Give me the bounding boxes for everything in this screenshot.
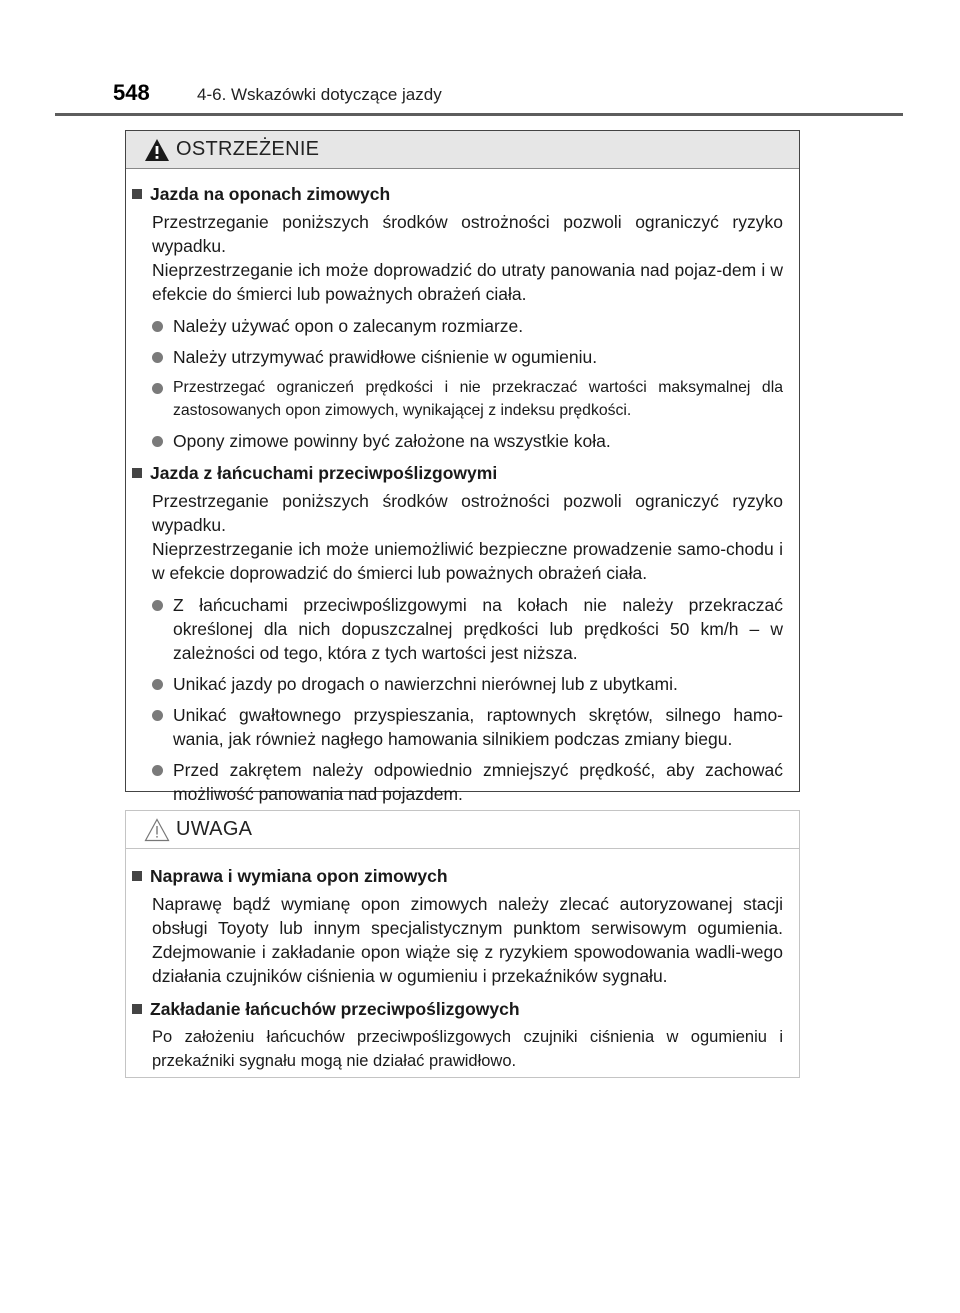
warning-triangle-icon (144, 138, 170, 162)
section-heading: Jazda na oponach zimowych (132, 181, 783, 207)
paragraph: Naprawę bądź wymianę opon zimowych należy zlecać autoryzowanej stacji obsługi Toyoty lub innym specjalistycznym punktom serwisowym ogumienia. Zdejmowanie i zakładanie opon wiąże się z ryzykiem spowodowania wadli-wego działania czujników ciśnienia w ogumieniu i przekaźników sygnału. (152, 894, 783, 986)
list-item: Opony zimowe powinny być założone na wszystkie koła. (132, 429, 783, 453)
square-bullet-icon (132, 189, 142, 199)
list-item: Unikać jazdy po drogach o nawierzchni nierównej lub z ubytkami. (132, 672, 783, 696)
section-heading: Zakładanie łańcuchów przeciwpoślizgowych (132, 996, 783, 1022)
notice-title: UWAGA (176, 818, 253, 840)
warning-box-header (126, 131, 799, 169)
notice-box-header (126, 811, 799, 849)
square-bullet-icon (132, 468, 142, 478)
circle-bullet-icon (152, 679, 163, 690)
section-heading: Naprawa i wymiana opon zimowych (132, 863, 783, 889)
square-bullet-icon (132, 1004, 142, 1014)
page-number: 548 (113, 80, 150, 105)
caution-triangle-outline-icon (144, 818, 170, 842)
circle-bullet-icon (152, 352, 163, 363)
page-header (113, 80, 442, 110)
list-item: Należy utrzymywać prawidłowe ciśnienie w ogumieniu. (132, 345, 783, 369)
circle-bullet-icon (152, 600, 163, 611)
warning-box (125, 130, 800, 804)
circle-bullet-icon (152, 765, 163, 776)
square-bullet-icon (132, 871, 142, 881)
circle-bullet-icon (152, 321, 163, 332)
paragraph: Przestrzeganie poniższych środków ostrożności pozwoli ograniczyć ryzyko wypadku. Nieprzestrzeganie ich może uniemożliwić bezpieczne prowadzenie samo-chodu i w efekcie doprowadzić do śmierci lub poważnych obrażeń ciała. (152, 491, 783, 583)
circle-bullet-icon (152, 383, 163, 394)
list-item: Unikać gwałtownego przyspieszania, raptownych skrętów, silnego hamo-wania, jak również nagłego hamowania silnikiem podczas zmiany biegu. (132, 703, 783, 751)
paragraph: Po założeniu łańcuchów przeciwpoślizgowych czujniki ciśnienia w ogumieniu i przekaźniki sygnału mogą nie działać prawidłowo. (152, 1028, 783, 1070)
notice-box (125, 810, 800, 1078)
section-heading: Jazda z łańcuchami przeciwpoślizgowymi (132, 460, 783, 486)
circle-bullet-icon (152, 710, 163, 721)
list-item: Z łańcuchami przeciwpoślizgowymi na kołach nie należy przekraczać określonej dla nich dopuszczalnej prędkości lub prędkości 50 km/h – w zależności od tego, która z tych wartości jest niższa. (132, 593, 783, 665)
paragraph: Przestrzeganie poniższych środków ostrożności pozwoli ograniczyć ryzyko wypadku. Nieprzestrzeganie ich może doprowadzić do utraty panowania nad pojaz-dem i w efekcie do śmierci lub poważnych obrażeń ciała. (152, 212, 783, 304)
warning-title: OSTRZEŻENIE (176, 138, 320, 160)
notice-box-body (126, 849, 799, 1073)
section-title: 4-6. Wskazówki dotyczące jazdy (197, 85, 442, 104)
warning-box-body (126, 169, 799, 806)
list-item: Przestrzegać ograniczeń prędkości i nie przekraczać wartości maksymalnej dla zastosowanych opon zimowych, wynikającej z indeksu prędkości. (132, 376, 783, 422)
list-item: Należy używać opon o zalecanym rozmiarze. (132, 314, 783, 338)
circle-bullet-icon (152, 436, 163, 447)
list-item: Przed zakrętem należy odpowiednio zmniejszyć prędkość, aby zachować możliwość panowania nad pojazdem. (132, 758, 783, 806)
header-divider (55, 113, 903, 116)
